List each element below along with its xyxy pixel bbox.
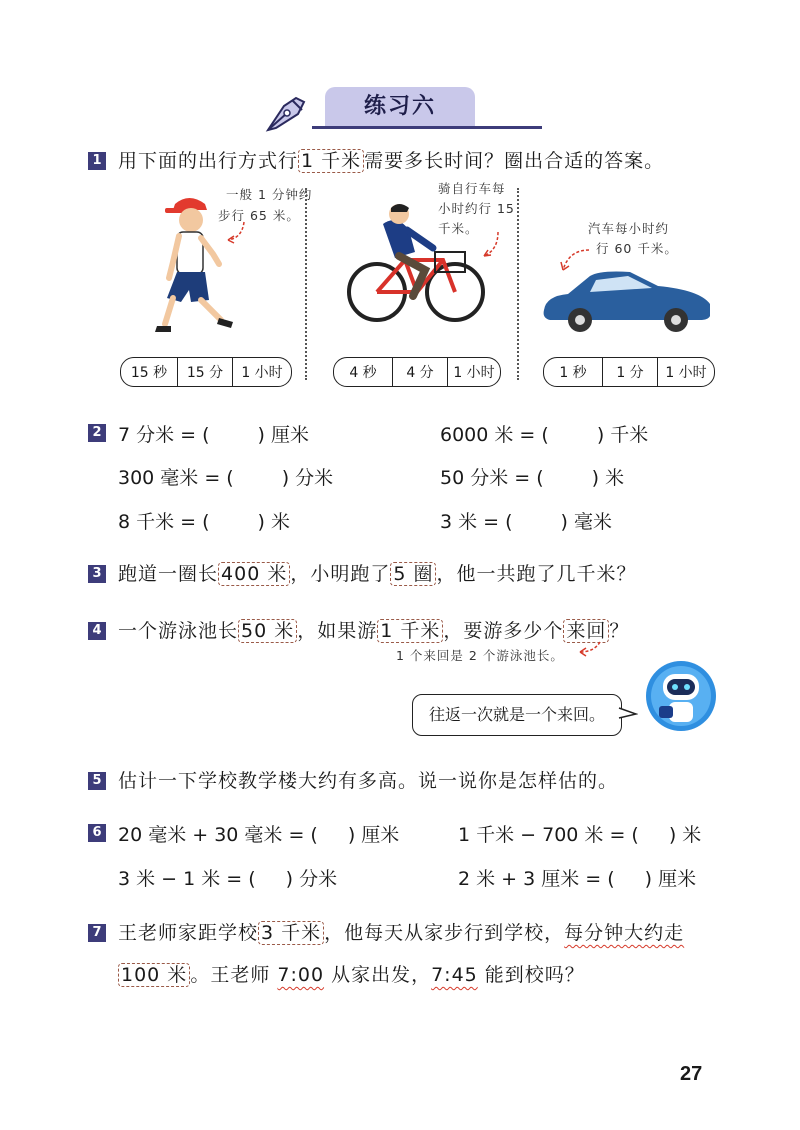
q6-row1-left: 20 毫米 + 30 毫米 = ( ) 厘米	[118, 824, 400, 846]
question-1-text: 用下面的出行方式行 1 千米 需要多长时间？圈出合适的答案。	[118, 150, 665, 172]
bike-note-line1: 骑自行车每	[438, 181, 506, 196]
q2-row1-right: 6000 米 = ( ) 千米	[440, 424, 649, 446]
question-number-2: 2	[88, 424, 106, 442]
car-illustration	[540, 266, 715, 336]
walk-note-arrow	[222, 220, 252, 246]
question-7-line2: 100 米 。王老师 7:00 从家出发，7:45 能到校吗？	[118, 962, 585, 988]
column-divider-2	[517, 188, 519, 380]
option-bike-1h[interactable]: 1 小时	[447, 358, 500, 386]
q2-row2-right: 50 分米 = ( ) 米	[440, 467, 625, 489]
robot-mascot-icon	[645, 660, 717, 732]
question-number-4: 4	[88, 622, 106, 640]
title-underline	[312, 126, 542, 129]
question-number-6: 6	[88, 824, 106, 842]
question-5-text: 估计一下学校教学楼大约有多高。说一说你是怎样估的。	[118, 770, 619, 792]
q2-row3-left: 8 千米 = ( ) 米	[118, 511, 290, 533]
q6-row2-right: 2 米 + 3 厘米 = ( ) 厘米	[458, 868, 697, 890]
q4-note-arrow	[576, 640, 606, 658]
walk-note-line1: 一般 1 分钟约	[226, 187, 313, 202]
page-number: 27	[680, 1063, 703, 1085]
bike-note-arrow	[480, 230, 506, 260]
bike-note-line3: 千米。	[438, 221, 479, 236]
speech-bubble: 往返一次就是一个来回。	[412, 694, 622, 736]
cyclist-illustration	[343, 200, 488, 326]
walk-options	[120, 357, 292, 387]
walk-note-line2: 步行 65 米。	[218, 208, 300, 223]
question-number-3: 3	[88, 565, 106, 583]
q2-row1-left: 7 分米 = ( ) 厘米	[118, 424, 309, 446]
option-bike-4s[interactable]: 4 秒	[349, 365, 377, 381]
car-note-arrow	[555, 246, 595, 276]
speech-bubble-tail	[618, 706, 638, 722]
q2-row2-left: 300 毫米 = ( ) 分米	[118, 467, 334, 489]
option-walk-15min[interactable]: 15 分	[177, 358, 232, 386]
car-note-line2: 行 60 千米。	[596, 241, 678, 256]
question-7-line1: 王老师家距学校 3 千米 ，他每天从家步行到学校，每分钟大约走	[118, 922, 685, 944]
option-car-1h[interactable]: 1 小时	[657, 358, 714, 386]
question-number-5: 5	[88, 772, 106, 790]
car-options	[543, 357, 715, 387]
option-car-1min[interactable]: 1 分	[602, 358, 657, 386]
option-walk-1h[interactable]: 1 小时	[232, 358, 291, 386]
page-title: 练习六	[325, 87, 475, 127]
car-note-line1: 汽车每小时约	[588, 221, 670, 236]
question-number-1: 1	[88, 152, 106, 170]
bike-options	[333, 357, 501, 387]
column-divider-1	[305, 188, 307, 380]
option-car-1s[interactable]: 1 秒	[559, 365, 587, 381]
option-walk-15s[interactable]: 15 秒	[130, 365, 168, 381]
question-number-7: 7	[88, 924, 106, 942]
q2-row3-right: 3 米 = ( ) 毫米	[440, 511, 612, 533]
q4-note: 1 个来回是 2 个游泳池长。	[396, 648, 564, 663]
pen-nib-icon	[262, 92, 312, 134]
q6-row2-left: 3 米 − 1 米 = ( ) 分米	[118, 868, 338, 890]
q6-row1-right: 1 千米 − 700 米 = ( ) 米	[458, 824, 702, 846]
question-3-text: 跑道一圈长 400 米 ，小明跑了 5 圈 ，他一共跑了几千米？	[118, 563, 637, 585]
question-4-text: 一个游泳池长 50 米 ，如果游 1 千米 ，要游多少个 来回 ？	[118, 620, 630, 642]
option-bike-4min[interactable]: 4 分	[392, 358, 447, 386]
bike-note-line2: 小时约行 15	[438, 201, 515, 216]
